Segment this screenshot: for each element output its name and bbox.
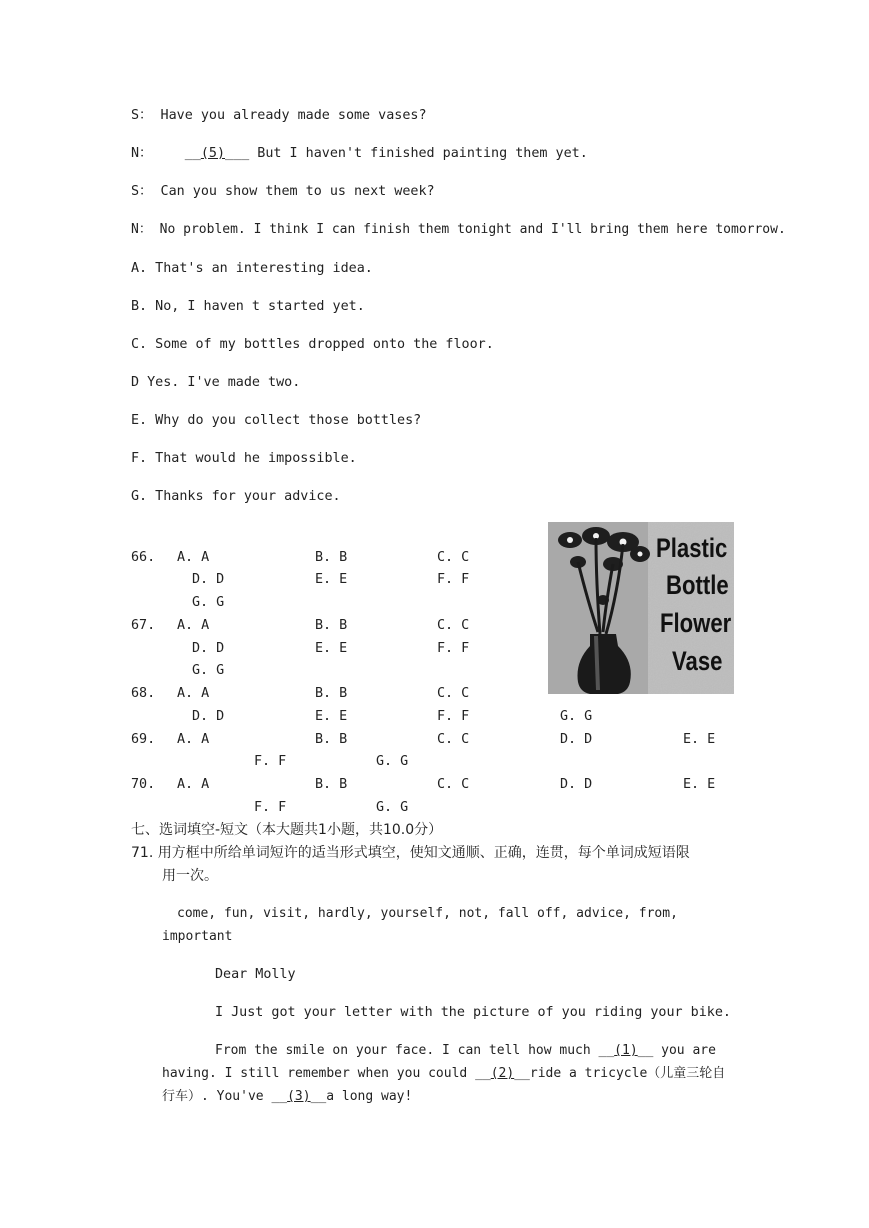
question-number-67: 67. — [131, 618, 156, 633]
choice-b: B. No, I haven t started yet. — [131, 299, 365, 314]
option-e[interactable]: E. E — [315, 572, 348, 587]
option-f[interactable]: F. F — [437, 709, 470, 724]
image-text-bottle: Bottle — [666, 571, 729, 601]
letter-text: __ you are — [637, 1043, 716, 1058]
speaker-label: S： — [131, 184, 153, 199]
image-text-plastic: Plastic — [656, 534, 728, 564]
option-a[interactable]: A. A — [177, 550, 210, 565]
dialogue-text: Can you show them to us next week? — [160, 184, 435, 199]
dialogue-text: ___ But I haven't finished painting them yet. — [225, 146, 588, 161]
choice-d: D Yes. I've made two. — [131, 375, 301, 390]
dialogue-line-2 — [131, 145, 588, 163]
option-a[interactable]: A. A — [177, 777, 210, 792]
question-number-66: 66. — [131, 550, 156, 565]
option-a[interactable]: A. A — [177, 686, 210, 701]
option-d[interactable]: D. D — [560, 732, 593, 747]
question-number-69: 69. — [131, 732, 156, 747]
option-b[interactable]: B. B — [315, 686, 348, 701]
option-g[interactable]: G. G — [560, 709, 593, 724]
option-a[interactable]: A. A — [177, 618, 210, 633]
blank-1[interactable]: (1) — [614, 1043, 638, 1058]
word-box-line-2: important — [162, 929, 233, 944]
option-g[interactable]: G. G — [376, 800, 409, 815]
question-number-70: 70. — [131, 777, 156, 792]
option-b[interactable]: B. B — [315, 732, 348, 747]
option-e[interactable]: E. E — [683, 777, 716, 792]
choice-a: A. That's an interesting idea. — [131, 261, 373, 276]
option-c[interactable]: C. C — [437, 686, 470, 701]
speaker-label: S： — [131, 108, 153, 123]
dialogue-line-1 — [131, 107, 427, 125]
dialogue-line-4 — [131, 221, 786, 239]
letter-paragraph-1: I Just got your letter with the picture of you riding your bike. — [215, 1005, 731, 1020]
question-71-instruction-cont: 用一次。 — [162, 868, 218, 884]
option-d[interactable]: D. D — [192, 572, 225, 587]
choice-e: E. Why do you collect those bottles? — [131, 413, 422, 428]
image-text-vase: Vase — [672, 647, 723, 677]
blank-3[interactable]: (3) — [287, 1089, 311, 1104]
letter-text: 行车）. You've __ — [162, 1089, 288, 1104]
question-number-68: 68. — [131, 686, 156, 701]
question-71-instruction: 71. 用方框中所给单词短许的适当形式填空，使知文通顺、正确，连贯，每个单词成短语限 — [131, 845, 690, 861]
letter-text: __a long way! — [310, 1089, 413, 1104]
option-c[interactable]: C. C — [437, 550, 470, 565]
option-d[interactable]: D. D — [192, 641, 225, 656]
word-box-line-1: come, fun, visit, hardly, yourself, not, fall off, advice, from, — [177, 906, 678, 921]
option-f[interactable]: F. F — [254, 800, 287, 815]
speaker-label: N： — [131, 146, 153, 161]
option-b[interactable]: B. B — [315, 618, 348, 633]
letter-text: __ride a tricycle（儿童三轮自 — [514, 1066, 726, 1081]
choice-f: F. That would he impossible. — [131, 451, 357, 466]
option-e[interactable]: E. E — [315, 709, 348, 724]
letter-text: having. I still remember when you could __ — [162, 1066, 491, 1081]
option-c[interactable]: C. C — [437, 777, 470, 792]
letter-paragraph-2-end — [162, 1088, 412, 1106]
option-g[interactable]: G. G — [192, 595, 225, 610]
option-g[interactable]: G. G — [376, 754, 409, 769]
option-c[interactable]: C. C — [437, 732, 470, 747]
option-f[interactable]: F. F — [254, 754, 287, 769]
option-c[interactable]: C. C — [437, 618, 470, 633]
letter-paragraph-2-cont — [162, 1065, 725, 1083]
option-b[interactable]: B. B — [315, 777, 348, 792]
speaker-label: N： — [131, 222, 152, 237]
dialogue-line-3 — [131, 183, 435, 201]
blank-2[interactable]: (2) — [490, 1066, 515, 1081]
section-title: 七、选词填空-短文（本大题共1小题，共10.0分） — [131, 822, 443, 838]
option-e[interactable]: E. E — [315, 641, 348, 656]
option-b[interactable]: B. B — [315, 550, 348, 565]
option-d[interactable]: D. D — [560, 777, 593, 792]
letter-text: From the smile on your face. I can tell how much __ — [215, 1043, 615, 1058]
option-g[interactable]: G. G — [192, 663, 225, 678]
blank-prefix: __ — [184, 146, 201, 161]
plastic-bottle-flower-vase-image — [548, 522, 734, 694]
dialogue-text: Have you already made some vases? — [160, 108, 427, 123]
option-f[interactable]: F. F — [437, 641, 470, 656]
letter-greeting: Dear Molly — [215, 967, 296, 982]
option-e[interactable]: E. E — [683, 732, 716, 747]
image-text-flower: Flower — [660, 609, 732, 639]
option-a[interactable]: A. A — [177, 732, 210, 747]
option-d[interactable]: D. D — [192, 709, 225, 724]
letter-paragraph-2 — [215, 1042, 716, 1060]
option-f[interactable]: F. F — [437, 572, 470, 587]
blank-5[interactable]: (5) — [200, 146, 226, 161]
dialogue-text: No problem. I think I can finish them tonight and I'll bring them here tomorrow. — [159, 222, 786, 237]
choice-c: C. Some of my bottles dropped onto the floor. — [131, 337, 494, 352]
choice-g: G. Thanks for your advice. — [131, 489, 341, 504]
